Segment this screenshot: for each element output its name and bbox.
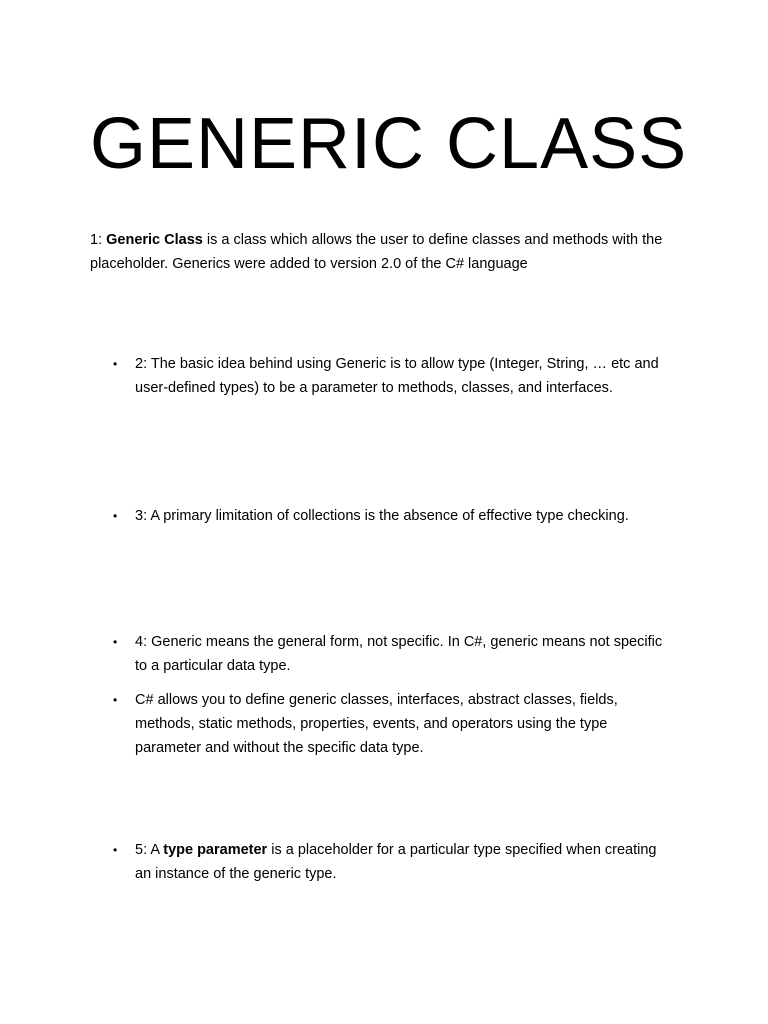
- list-item-suffix: is a placeholder for a particular type specified when creating an instance of the generic type.: [135, 842, 657, 882]
- intro-paragraph: [90, 228, 690, 276]
- bullet-dot: •: [113, 635, 118, 649]
- intro-bold-term: Generic Class: [106, 232, 203, 248]
- list-item-text: [135, 838, 675, 886]
- page-title: GENERIC CLASS: [90, 104, 688, 184]
- bullet-dot: •: [113, 357, 118, 371]
- intro-number: 1:: [90, 232, 107, 248]
- list-item-bold-term: type parameter: [163, 842, 268, 858]
- list-item-text: C# allows you to define generic classes, interfaces, abstract classes, fields, methods, static methods, properties, events, and operators using the type parameter and without the specific data type.: [135, 692, 618, 756]
- bullet-dot: •: [113, 693, 118, 707]
- intro-text: is a class which allows the user to define classes and methods with the placeholder. Generics were added to version 2.0 of the C# language: [90, 232, 663, 272]
- list-item-prefix: 5: A: [135, 842, 164, 858]
- bullet-dot: •: [113, 843, 118, 857]
- list-item-text: 4: Generic means the general form, not specific. In C#, generic means not specific to a particular data type.: [135, 634, 663, 674]
- list-item-text: 3: A primary limitation of collections is the absence of effective type checking.: [135, 508, 629, 524]
- list-item-text: 2: The basic idea behind using Generic is to allow type (Integer, String, … etc and user-defined types) to be a parameter to methods, classes, and interfaces.: [135, 356, 659, 396]
- bullet-dot: •: [113, 509, 118, 523]
